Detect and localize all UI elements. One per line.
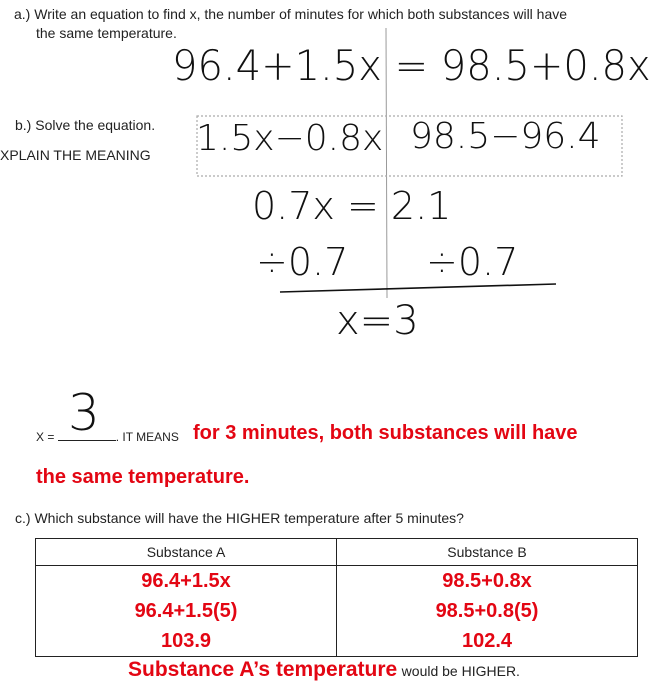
conclusion-red-text: Substance A’s temperature — [128, 658, 398, 681]
handwritten-divide-left: ÷0.7 — [256, 240, 349, 284]
question-a-line-2: the same temperature. — [36, 25, 177, 41]
handwritten-equation: 96.4+1.5x = 98.5+0.8x — [172, 42, 651, 91]
conclusion — [128, 658, 520, 682]
substance-b-cell — [337, 566, 638, 657]
substance-b-line-1: 98.5+0.8x — [442, 570, 532, 592]
x-equals-label: X = — [36, 430, 55, 444]
explain-meaning-label: XPLAIN THE MEANING — [0, 147, 151, 163]
substance-a-line-2: 96.4+1.5(5) — [134, 600, 238, 622]
table-row — [36, 566, 638, 657]
substance-a-line-1: 96.4+1.5x — [141, 570, 231, 592]
header-substance-b: Substance B — [337, 539, 638, 566]
conclusion-rest-text: would be HIGHER. — [401, 663, 520, 679]
substance-a-line-3: 103.9 — [160, 630, 212, 652]
handwritten-step2-right: 98.5−96.4 — [410, 116, 601, 157]
it-means-label: . IT MEANS — [115, 430, 179, 444]
substance-b-line-3: 102.4 — [461, 630, 513, 652]
handwritten-answer-x: 3 — [68, 384, 100, 442]
table-header-row — [36, 539, 638, 566]
question-a-line-1: a.) Write an equation to find x, the number of minutes for which both substances will have — [14, 6, 568, 22]
handwritten-divide-right: ÷0.7 — [426, 240, 519, 284]
handwritten-result: x=3 — [336, 298, 419, 344]
answer-line — [36, 428, 179, 444]
result-underline — [280, 284, 556, 292]
handwritten-step3: 0.7x = 2.1 — [252, 184, 452, 228]
substance-a-cell — [36, 566, 337, 657]
substance-table — [35, 538, 638, 657]
substance-b-line-2: 98.5+0.8(5) — [435, 600, 539, 622]
meaning-text-line-2: the same temperature. — [36, 466, 250, 488]
question-b-label: b.) Solve the equation. — [15, 117, 156, 133]
meaning-text-line-1: for 3 minutes, both substances will have — [193, 422, 578, 444]
question-c: c.) Which substance will have the HIGHER temperature after 5 minutes? — [15, 510, 464, 526]
handwritten-step2-left: 1.5x−0.8x — [196, 118, 384, 159]
header-substance-a: Substance A — [36, 539, 337, 566]
